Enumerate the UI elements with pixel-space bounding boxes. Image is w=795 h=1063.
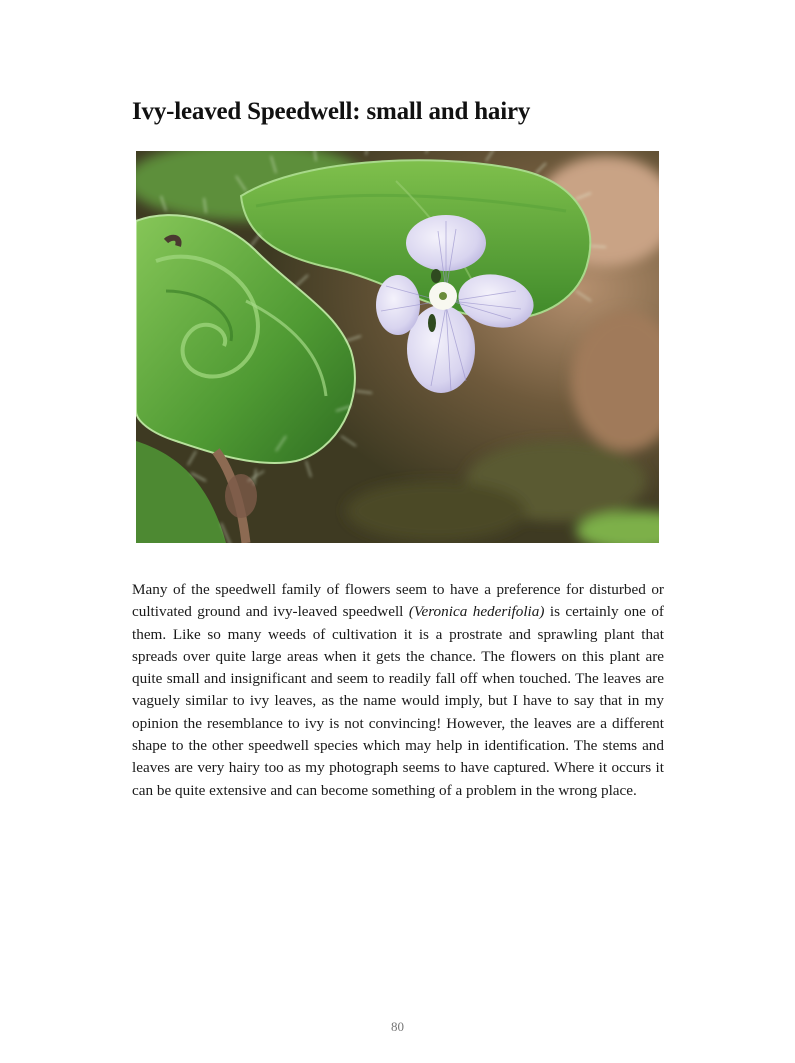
page-number: 80 [391, 1019, 404, 1034]
page-title: Ivy-leaved Speedwell: small and hairy [132, 98, 531, 125]
body-paragraph [132, 579, 664, 802]
paragraph-text-start: Many of the speedwell family of flowers seem to have a preference for disturbed or cultivated ground and ivy-leaved speedwell [132, 581, 664, 621]
paragraph-text-end: is certainly one of them. Like so many weeds of cultivation it is a prostrate and sprawling plant that spreads over quite large areas when it gets the chance. The flowers on this plant are quite small and insignificant and seem to readily fall off when touched. The leaves are vaguely similar to ivy leaves, as the name would imply, but I have to say that in my opinion the resemblance to ivy is not convincing! However, the leaves are a different shape to the other speedwell species which may help in identification. The stems and leaves are very hairy too as my photograph seems to have captured. Where it occurs it can be quite extensive and can become something of a problem in the wrong place. [132, 603, 664, 799]
latin-name: (Veronica hederifolia) [408, 603, 545, 621]
speedwell-photo [136, 151, 659, 543]
